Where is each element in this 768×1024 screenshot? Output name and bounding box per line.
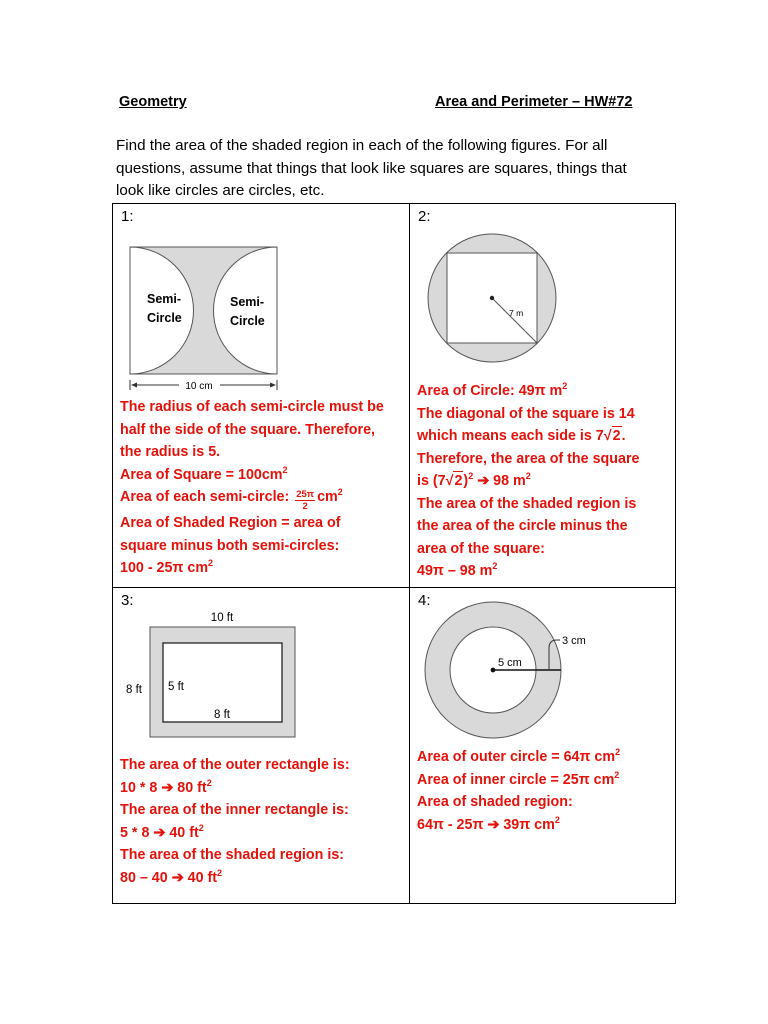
instructions-line: questions, assume that things that look like squares are squares, things that [116, 159, 627, 177]
problem-1-cell [113, 204, 410, 588]
answer-line: square minus both semi-circles: [120, 537, 340, 554]
problem-4-answer [417, 746, 620, 836]
answer-line: 10 * 8 ➔ 80 $ft^2$ [120, 777, 212, 796]
answer-line: 100 - 25π $cm^2$ [120, 558, 214, 576]
semicircle-label: Semi- [230, 295, 265, 309]
semicircle-label: Semi- [147, 292, 182, 306]
problem-3-answer [120, 754, 350, 889]
answer-line: 64π - 25π ➔ 39π $cm^2$ [417, 814, 560, 833]
fraction: $\frac{25\pi}{2}$ [296, 489, 315, 512]
answer-line: Area of Circle: 49π $m^2$ [417, 381, 568, 399]
radius-label: 7 m [509, 308, 524, 318]
semicircle-label: Circle [230, 314, 265, 328]
dimension-label: 5 ft [168, 681, 184, 693]
answer-line: Area of shaded region: [417, 794, 573, 810]
answer-line: The area of the inner rectangle is: [120, 802, 349, 818]
problems-table [112, 203, 676, 904]
answer-line: Area of Square = $100cm^2$ [120, 464, 288, 483]
dimension-label: 3 cm [562, 635, 586, 647]
instructions [116, 135, 676, 203]
problem-3-figure [113, 588, 409, 738]
answer-line: Area of Shaded Region = area of [120, 515, 341, 531]
answer-line: half the side of the square. Therefore, [120, 421, 376, 438]
semicircle-label: Circle [147, 311, 182, 325]
arrow-icon: ➔ [171, 869, 184, 886]
answer-line: which means each side is 7√2. [417, 428, 626, 444]
answer-line: is $(7√2)^2$ ➔ 98 $m^2$ [417, 471, 531, 489]
problem-2-cell [410, 204, 676, 588]
answer-line: Area of each semi-circle: $\frac{25\pi}{2}$ $cm^2$ [120, 487, 343, 512]
answer-line: The radius of each semi-circle must be [120, 399, 384, 415]
answer-line: Area of inner circle = 25π $cm^2$ [417, 769, 620, 788]
dimension-label: 5 cm [498, 657, 522, 669]
problem-3-cell [113, 588, 410, 904]
arrow-icon: ➔ [153, 824, 166, 841]
problem-number: 1: [121, 208, 134, 225]
problem-number: 3: [121, 592, 134, 609]
arrow-icon: ➔ [487, 816, 500, 833]
subject-title: Geometry [119, 94, 187, 110]
instructions-line: look like circles are circles, etc. [116, 182, 325, 199]
problem-4-figure [410, 588, 675, 758]
answer-line: The area of the outer rectangle is: [120, 757, 350, 773]
arrow-icon: ➔ [477, 473, 490, 489]
dimension-label: 8 ft [214, 709, 230, 721]
problem-2-figure [410, 204, 675, 384]
problem-4-cell [410, 588, 676, 904]
dimension-label: 8 ft [126, 684, 142, 696]
answer-line: 80 – 40 ➔ 40 $ft^2$ [120, 867, 223, 886]
answer-line: Therefore, the area of the square [417, 450, 640, 467]
dimension-label: 10 ft [210, 612, 234, 624]
answer-line: The diagonal of the square is 14 [417, 405, 635, 422]
answer-line: the radius is 5. [120, 444, 221, 460]
answer-line: the area of the circle minus the [417, 518, 628, 534]
problem-number: 4: [418, 592, 431, 609]
answer-line: area of the square: [417, 540, 545, 557]
assignment-title: Area and Perimeter – HW#72 [435, 94, 633, 110]
answer-line: The area of the shaded region is: [120, 847, 345, 863]
arrow-icon: ➔ [161, 779, 174, 796]
answer-line: Area of outer circle = 64π $cm^2$ [417, 747, 621, 765]
instructions-line: Find the area of the shaded region in each of the following figures. For all [116, 137, 608, 154]
dimension-label: 10 cm [185, 381, 213, 392]
problem-1-figure [113, 204, 409, 399]
problem-2-answer [417, 380, 639, 583]
problem-number: 2: [418, 208, 431, 225]
answer-line: 49π – 98 $m^2$ [417, 561, 498, 579]
problem-1-answer [120, 396, 384, 580]
answer-line: The area of the shaded region is [417, 495, 637, 512]
answer-line: 5 * 8 ➔ 40 $ft^2$ [120, 822, 204, 841]
